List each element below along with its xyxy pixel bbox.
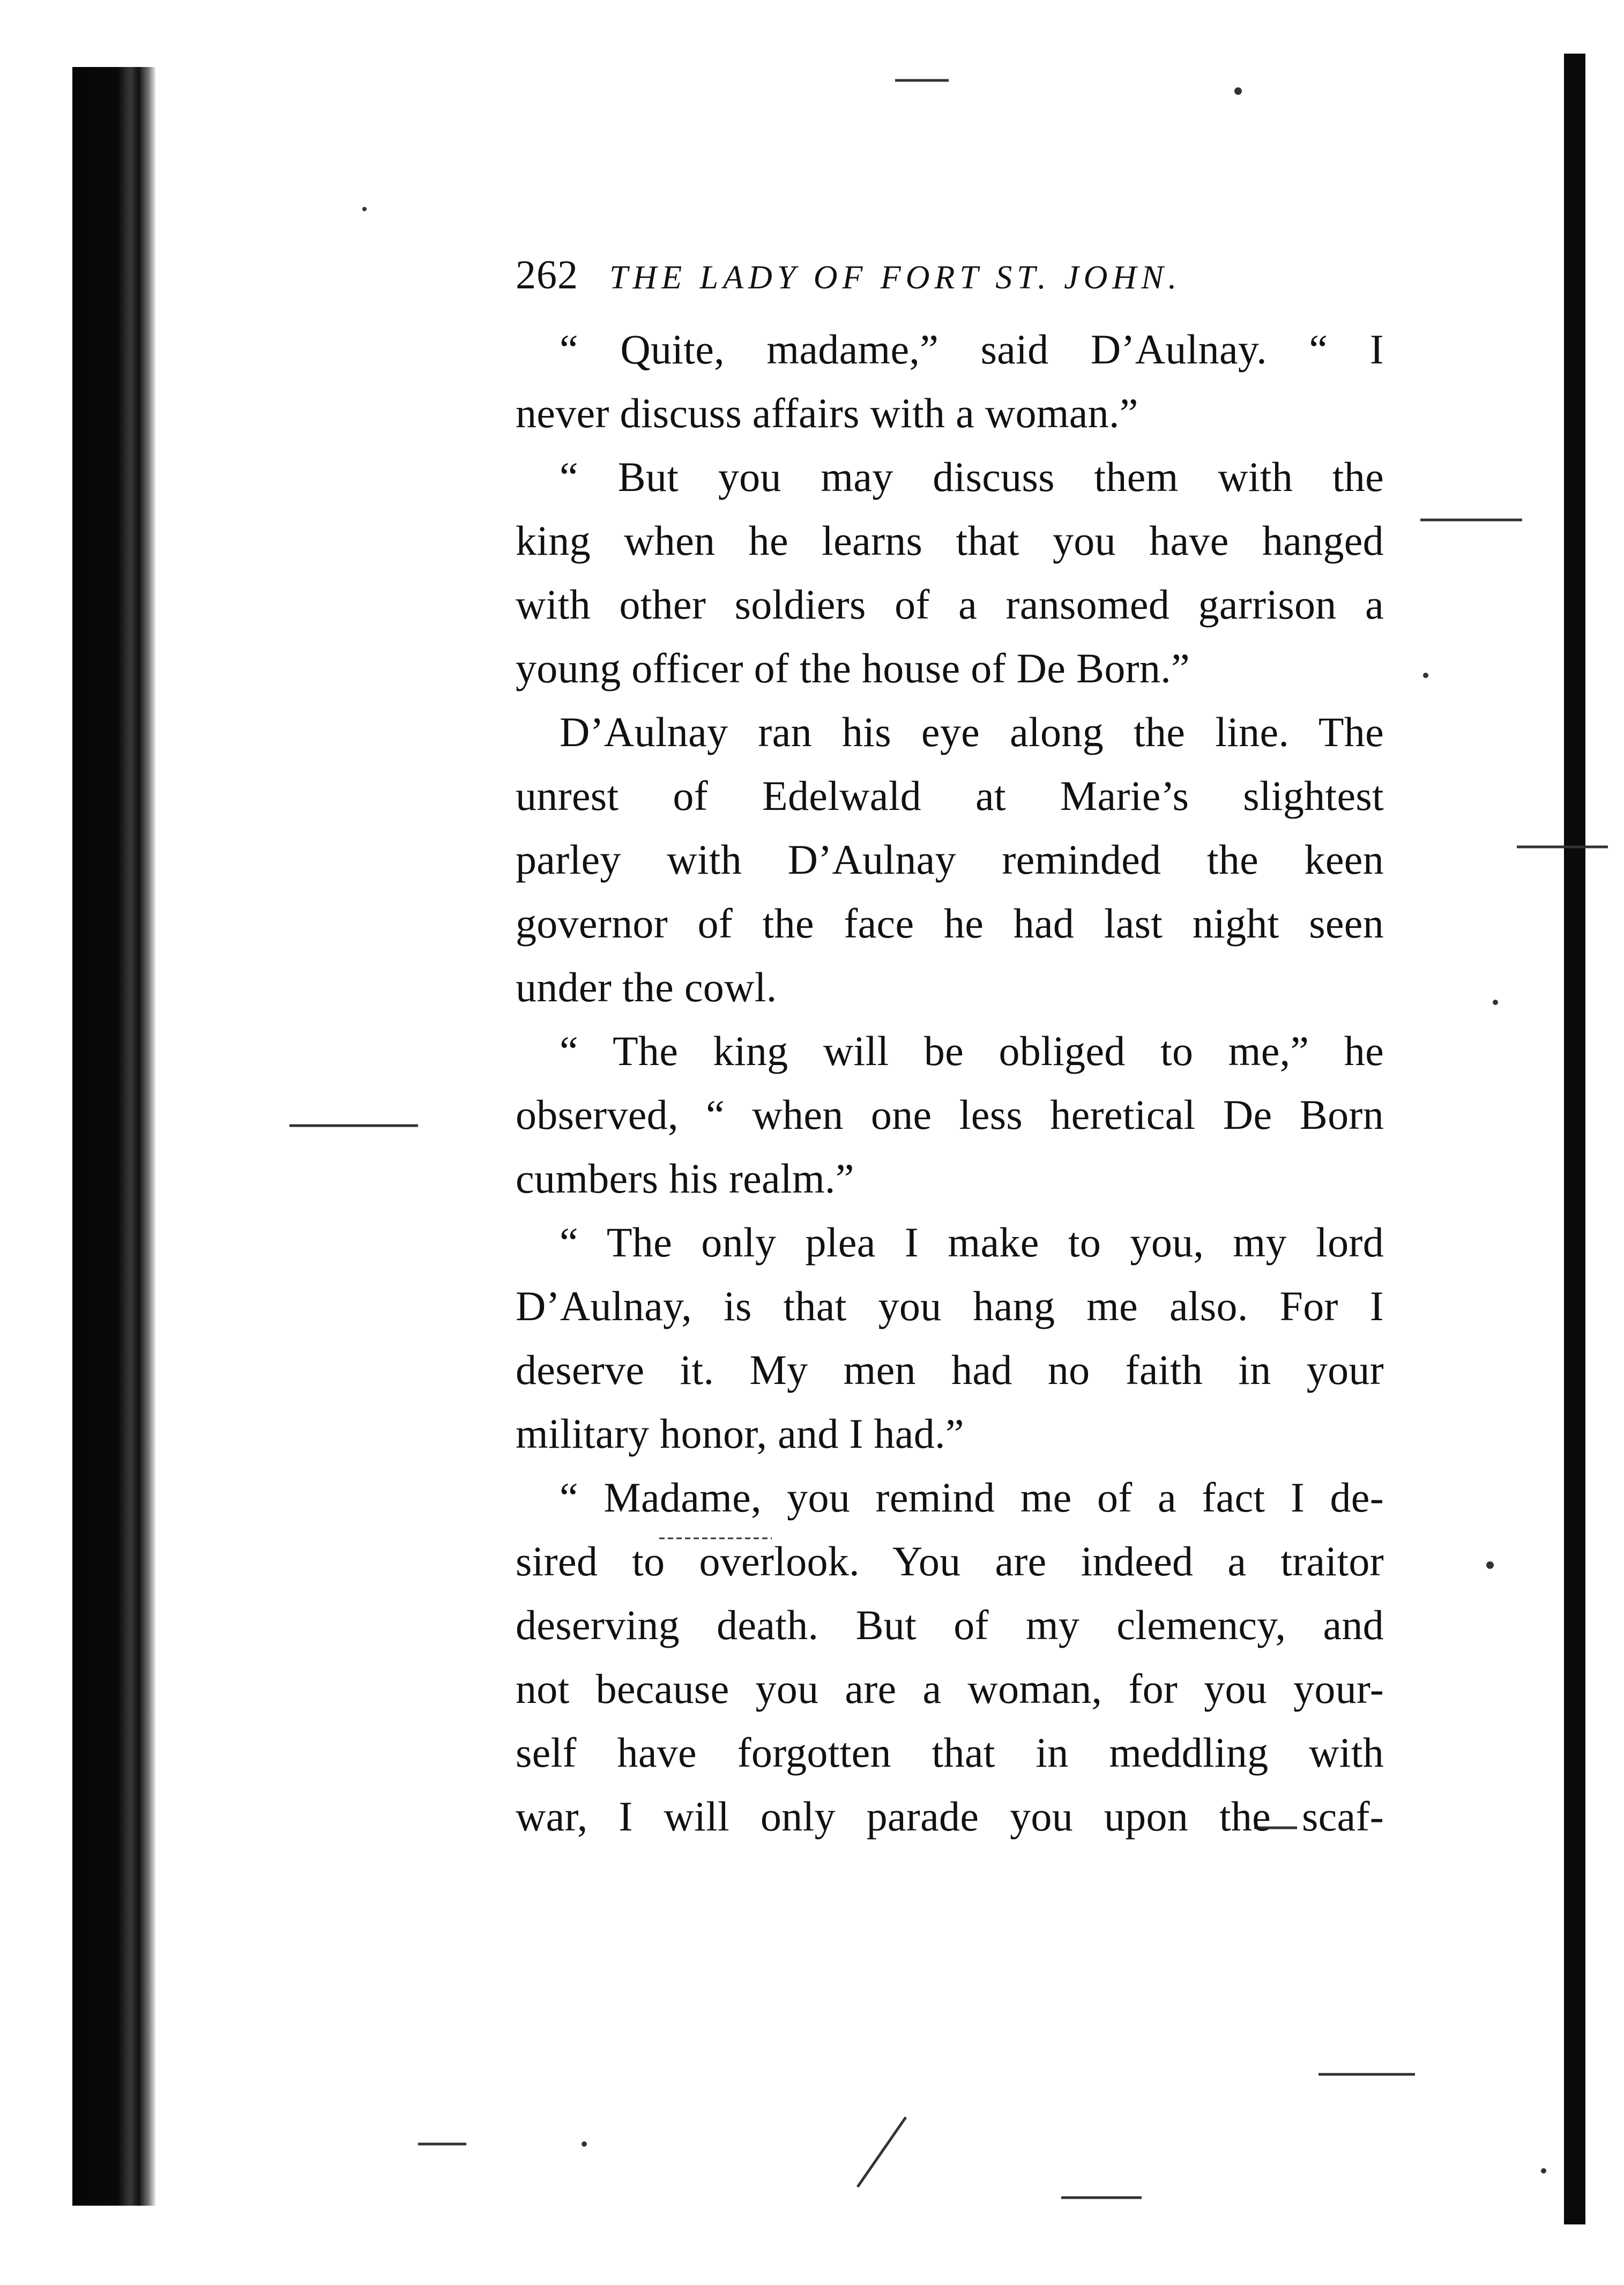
paragraph — [516, 1019, 1384, 1210]
text-line: “ Quite, madame,” said D’Aulnay. “ I — [560, 326, 1384, 373]
text-line: “ Madame, you remind me of a fact I de- — [560, 1474, 1384, 1521]
text-line: king when he learns that you have hanged — [516, 517, 1384, 564]
book-page — [516, 252, 1384, 1848]
page-number: 262 — [516, 252, 578, 297]
text-line: sired to overlook. You are indeed a traitor — [516, 1538, 1384, 1584]
text-line: cumbers his realm.” — [516, 1155, 854, 1202]
paragraph — [516, 445, 1384, 700]
text-line: D’Aulnay, is that you hang me also. For I — [516, 1283, 1384, 1329]
paragraph — [516, 317, 1384, 445]
text-line: unrest of Edelwald at Marie’s slightest — [516, 772, 1384, 819]
text-line: “ But you may discuss them with the — [560, 453, 1384, 500]
text-line: parley with D’Aulnay reminded the keen — [516, 836, 1384, 883]
text-line: D’Aulnay ran his eye along the line. The — [560, 709, 1384, 755]
text-line: military honor, and I had.” — [516, 1410, 964, 1457]
running-title: THE LADY OF FORT ST. JOHN. — [609, 259, 1182, 296]
text-line: never discuss affairs with a woman.” — [516, 390, 1138, 436]
text-line: deserve it. My men had no faith in your — [516, 1346, 1384, 1393]
text-line: governor of the face he had last night seen — [516, 900, 1384, 947]
text-line: “ The king will be obliged to me,” he — [560, 1028, 1384, 1074]
text-line: self have forgotten that in meddling with — [516, 1729, 1384, 1776]
text-line: young officer of the house of De Born.” — [516, 645, 1190, 691]
running-head — [516, 252, 1384, 311]
paragraph — [516, 700, 1384, 1019]
text-line: deserving death. But of my clemency, and — [516, 1602, 1384, 1648]
text-line: not because you are a woman, for you your- — [516, 1665, 1384, 1712]
paragraph — [516, 1210, 1384, 1465]
paragraph — [516, 1465, 1384, 1848]
text-line: observed, “ when one less heretical De Born — [516, 1091, 1384, 1138]
text-line: war, I will only parade you upon the scaf- — [516, 1793, 1384, 1840]
text-line: “ The only plea I make to you, my lord — [560, 1219, 1384, 1266]
text-line: with other soldiers of a ransomed garrison a — [516, 581, 1384, 628]
text-line: under the cowl. — [516, 964, 777, 1010]
